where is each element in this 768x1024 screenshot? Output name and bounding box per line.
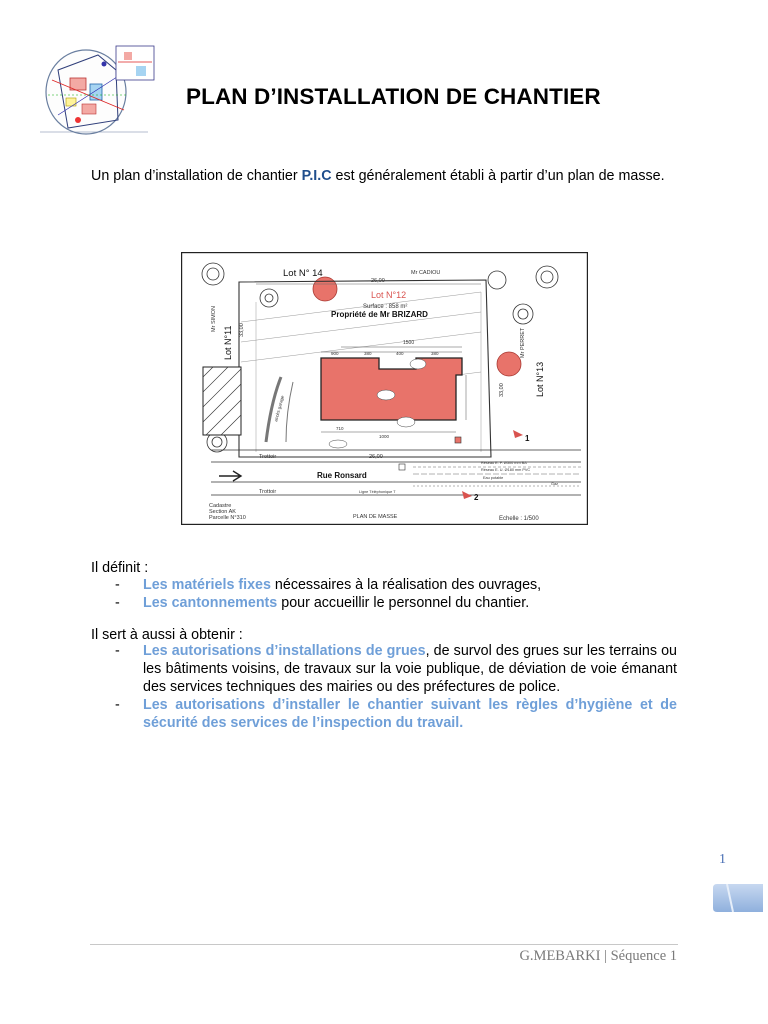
label-acces: accès garage bbox=[273, 394, 285, 423]
footer-rule bbox=[90, 944, 678, 945]
label-eau: Eau potable bbox=[483, 476, 504, 480]
label-cadiou: Mr CADIOU bbox=[411, 270, 441, 276]
label-lot11: Lot N°11 bbox=[223, 325, 233, 360]
label-surface: Surface : 858 m² bbox=[363, 304, 408, 310]
label-street: Rue Ronsard bbox=[317, 471, 367, 480]
label-lot12: Lot N°12 bbox=[371, 290, 407, 300]
item-text: nécessaires à la réalisation des ouvrages, bbox=[270, 577, 542, 593]
label-section: Section AK bbox=[209, 509, 236, 515]
label-dim-top-1: 900 bbox=[331, 351, 339, 356]
label-owner: Propriété de Mr BRIZARD bbox=[331, 310, 428, 319]
serves-list bbox=[91, 642, 677, 732]
item-highlight: Les matériels fixes bbox=[143, 577, 271, 593]
label-reseau-ep: Réseau E. P. Ø300 mm BA bbox=[481, 461, 527, 465]
label-dim-1500: 1500 bbox=[403, 340, 415, 346]
label-lot13: Lot N°13 bbox=[535, 361, 545, 397]
item-body bbox=[143, 642, 677, 696]
label-dim-top-3: 400 bbox=[396, 351, 404, 356]
label-gaz: Gaz bbox=[551, 482, 558, 486]
label-reseau-eu: Réseau E. U. Ø180 mm PVC bbox=[481, 468, 531, 472]
label-trottoir-bottom: Trottoir bbox=[259, 489, 277, 495]
page-number: 1 bbox=[719, 852, 726, 867]
label-width-dim-bottom: 26,00 bbox=[369, 454, 383, 460]
label-marker-1: 1 bbox=[525, 434, 530, 443]
intro-text-after: est généralement établi à partir d’un plan de masse. bbox=[331, 168, 665, 184]
pic-highlight: P.I.C bbox=[301, 168, 332, 184]
item-highlight: Les autorisations d’installations de grues bbox=[143, 643, 426, 659]
label-lot14: Lot N° 14 bbox=[283, 268, 323, 279]
label-plan-title: PLAN DE MASSE bbox=[353, 514, 398, 520]
dash-bullet: - bbox=[115, 577, 120, 593]
dash-bullet: - bbox=[115, 697, 120, 713]
page-tab-decoration bbox=[713, 884, 763, 912]
intro-text-before: Un plan d’installation de chantier bbox=[91, 168, 302, 184]
label-trottoir-top: Trottoir bbox=[259, 454, 277, 460]
label-marker-2: 2 bbox=[474, 493, 479, 502]
label-dim-top-2: 380 bbox=[364, 351, 372, 356]
label-echelle: Echelle : 1/500 bbox=[499, 516, 539, 522]
list-item bbox=[91, 696, 677, 732]
label-simon: Mr SIMON bbox=[211, 306, 217, 332]
red-tree-icon bbox=[497, 352, 521, 376]
item-body bbox=[143, 696, 677, 732]
label-cadastre: Cadastre bbox=[209, 503, 232, 509]
defines-list bbox=[91, 576, 691, 612]
footer-author: G.MEBARKI | Séquence 1 bbox=[519, 948, 677, 964]
item-text: , de survol des grues sur les terrains ou les bâtiments voisins, de travaux sur la voie publique, de déviation de voie émanant des services techniques des mairies ou des préfectures de police. bbox=[143, 643, 677, 695]
intro-paragraph bbox=[91, 167, 691, 185]
label-parcelle: Parcelle N°310 bbox=[209, 515, 246, 521]
site-plan-figure bbox=[181, 252, 588, 525]
dash-bullet: - bbox=[115, 643, 120, 659]
defines-heading: Il définit : bbox=[91, 560, 149, 576]
list-item bbox=[91, 594, 691, 612]
item-highlight: Les autorisations d’installer le chantier suivant les règles d’hygiène et de sécurité des services de l’inspection du travail. bbox=[143, 697, 677, 731]
label-dim-top-4: 380 bbox=[431, 351, 439, 356]
site-plan-logo bbox=[38, 40, 158, 135]
list-item bbox=[91, 642, 677, 696]
serves-heading: Il sert à aussi à obtenir : bbox=[91, 627, 243, 643]
label-ligne: Ligne Téléphonique T bbox=[359, 490, 396, 494]
red-tree-icon bbox=[313, 277, 337, 301]
label-dim-left: 33,00 bbox=[239, 323, 245, 337]
list-item bbox=[91, 576, 691, 594]
label-width-dim: 26,00 bbox=[371, 278, 385, 284]
page-title: PLAN D’INSTALLATION DE CHANTIER bbox=[186, 84, 601, 109]
label-dim-bottom-2: 1000 bbox=[379, 434, 390, 439]
label-dim-bottom-1: 710 bbox=[336, 426, 344, 431]
dash-bullet: - bbox=[115, 595, 120, 611]
label-perret: Mr PERRET bbox=[520, 327, 526, 358]
item-highlight: Les cantonnements bbox=[143, 595, 278, 611]
item-text: pour accueillir le personnel du chantier. bbox=[277, 595, 530, 611]
label-dim-right: 33,00 bbox=[499, 383, 505, 397]
